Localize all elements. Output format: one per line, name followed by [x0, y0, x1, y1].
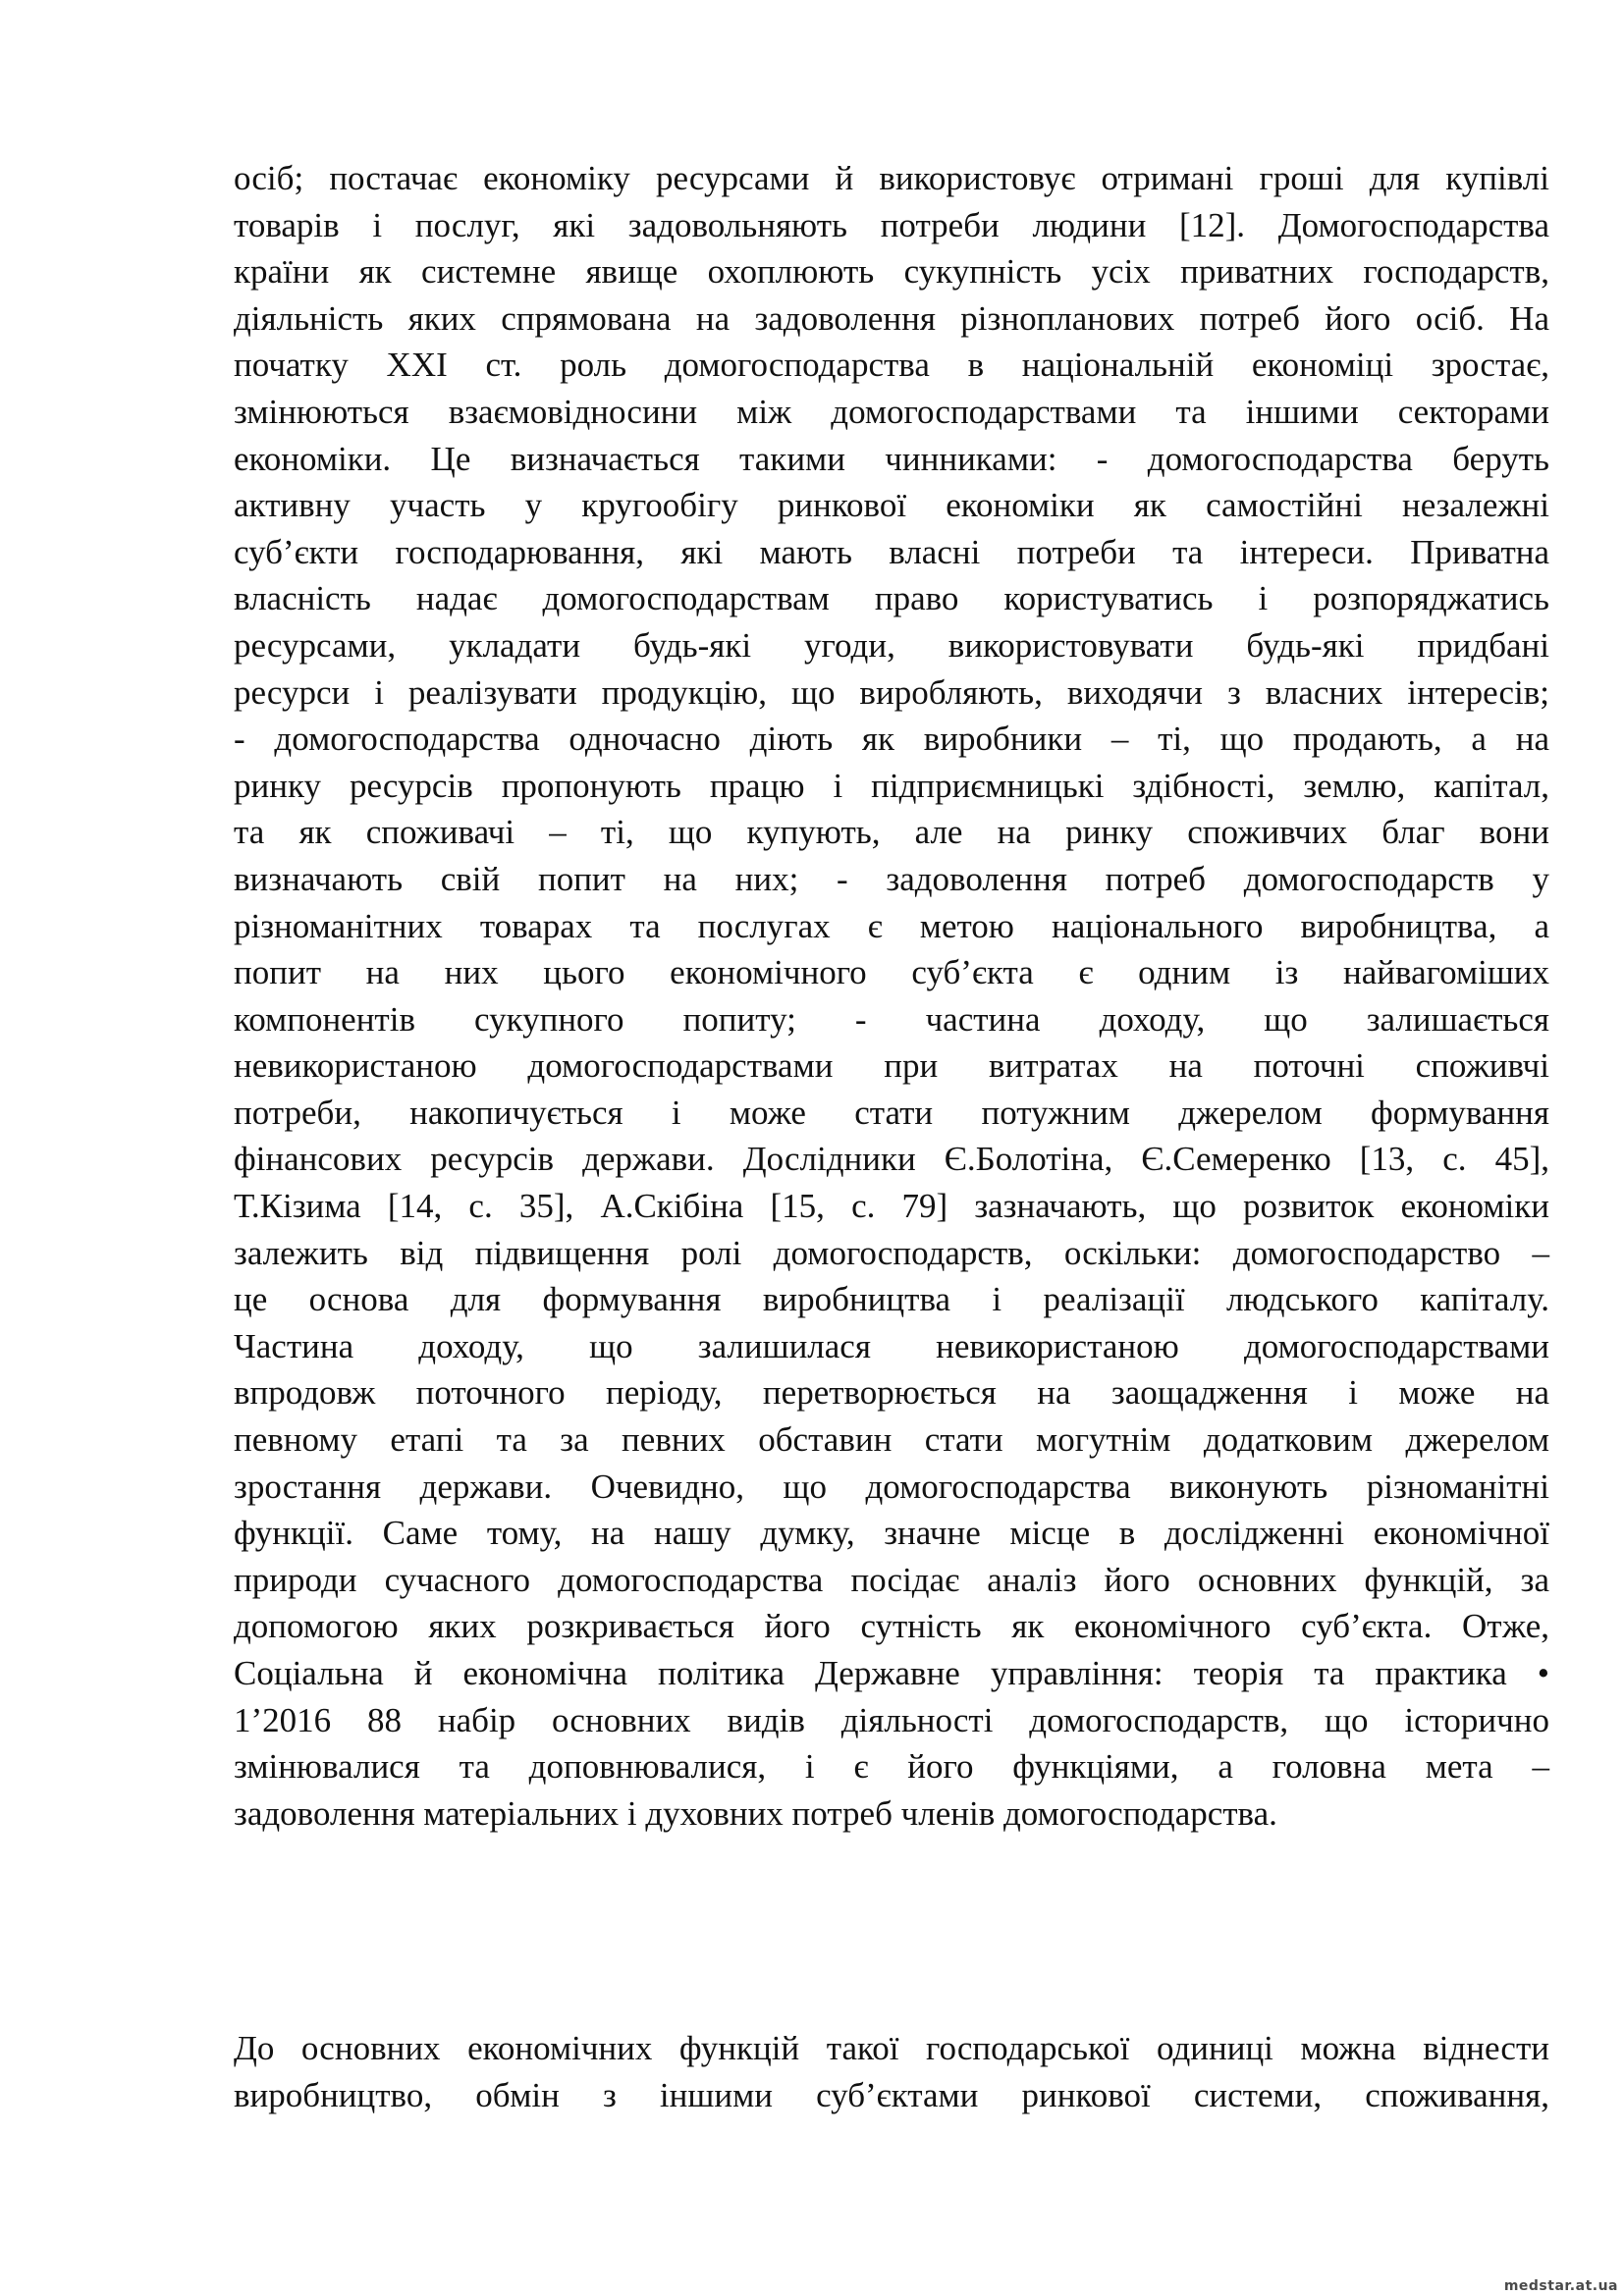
text-line: власність надає домогосподарствам право користуватись і розпоряджатись [234, 579, 1549, 618]
text-line: визначають свій попит на них; - задоволення потреб домогосподарств у [234, 859, 1549, 898]
text-line: Частина доходу, що залишилася невикористаною домогосподарствами [234, 1326, 1549, 1365]
site-watermark: medstar.at.ua [1503, 2278, 1618, 2294]
text-line: ресурсами, укладати будь-які угоди, використовувати будь-які придбані [234, 625, 1549, 665]
text-line: діяльність яких спрямована на задоволення різнопланових потреб його осіб. На [234, 298, 1549, 338]
text-line: суб’єкти господарювання, які мають власні потреби та інтереси. Приватна [234, 532, 1549, 571]
text-line: - домогосподарства одночасно діють як виробники – ті, що продають, а на [234, 720, 1549, 759]
text-line: певному етапі та за певних обставин стати могутнім додатковим джерелом [234, 1420, 1549, 1460]
text-line: це основа для формування виробництва і реалізації людського капіталу. [234, 1280, 1549, 1319]
text-line: компонентів сукупного попиту; - частина доходу, що залишається [234, 999, 1549, 1039]
text-line: потреби, накопичується і може стати потужним джерелом формування [234, 1093, 1549, 1132]
text-line: залежить від підвищення ролі домогосподарств, оскільки: домогосподарство – [234, 1233, 1549, 1272]
text-line: попит на них цього економічного суб’єкта є одним із найвагоміших [234, 953, 1549, 992]
text-line: Соціальна й економічна політика Державне управління: теорія та практика • [234, 1654, 1549, 1692]
text-line: країни як системне явище охоплюють сукупність усіх приватних господарств, [234, 252, 1549, 292]
text-line: осіб; постачає економіку ресурсами й використовує отримані гроші для купівлі [234, 159, 1549, 197]
text-line: Т.Кізима [14, с. 35], А.Скібіна [15, с. 79] зазначають, що розвиток економіки [234, 1187, 1549, 1226]
text-line: змінюються взаємовідносини між домогосподарствами та іншими секторами [234, 392, 1549, 431]
text-line: різноманітних товарах та послугах є метою національного виробництва, а [234, 906, 1549, 945]
text-line: До основних економічних функцій такої господарської одиниці можна віднести [234, 2029, 1549, 2067]
paragraph-1 [234, 155, 1549, 1837]
text-line: допомогою яких розкривається його сутність як економічного суб’єкта. Отже, [234, 1607, 1549, 1646]
text-line: товарів і послуг, які задовольняють потреби людини [12]. Домогосподарства [234, 205, 1549, 244]
text-line: функції. Саме тому, на нашу думку, значне місце в дослідженні економічної [234, 1514, 1549, 1553]
text-line: природи сучасного домогосподарства посідає аналіз його основних функцій, за [234, 1560, 1549, 1599]
text-line: фінансових ресурсів держави. Дослідники Є.Болотіна, Є.Семеренко [13, с. 45], [234, 1140, 1549, 1179]
text-line: виробництво, обмін з іншими суб’єктами ринкової системи, споживання, [234, 2075, 1549, 2114]
text-line: зростання держави. Очевидно, що домогосподарства виконують різноманітні [234, 1467, 1549, 1506]
text-line: змінювалися та доповнювалися, і є його функціями, а головна мета – [234, 1747, 1549, 1787]
text-line: невикористаною домогосподарствами при витратах на поточні споживчі [234, 1046, 1549, 1086]
text-line: задоволення матеріальних і духовних потреб членів домогосподарства. [234, 1793, 1277, 1833]
text-line: активну участь у кругообігу ринкової економіки як самостійні незалежні [234, 486, 1549, 525]
text-line: ресурси і реалізувати продукцію, що виробляють, виходячи з власних інтересів; [234, 672, 1549, 712]
text-line: економіки. Це визначається такими чинниками: - домогосподарства беруть [234, 439, 1549, 478]
text-line: 1’2016 88 набір основних видів діяльності домогосподарств, що історично [234, 1700, 1549, 1739]
text-line: та як споживачі – ті, що купують, але на ринку споживчих благ вони [234, 813, 1549, 852]
text-line: ринку ресурсів пропонують працю і підприємницькі здібності, землю, капітал, [234, 766, 1549, 805]
text-line: початку XXI ст. роль домогосподарства в національній економіці зростає, [234, 346, 1549, 385]
text-line: впродовж поточного періоду, перетворюється на заощадження і може на [234, 1373, 1549, 1413]
paragraph-2 [234, 2025, 1549, 2118]
